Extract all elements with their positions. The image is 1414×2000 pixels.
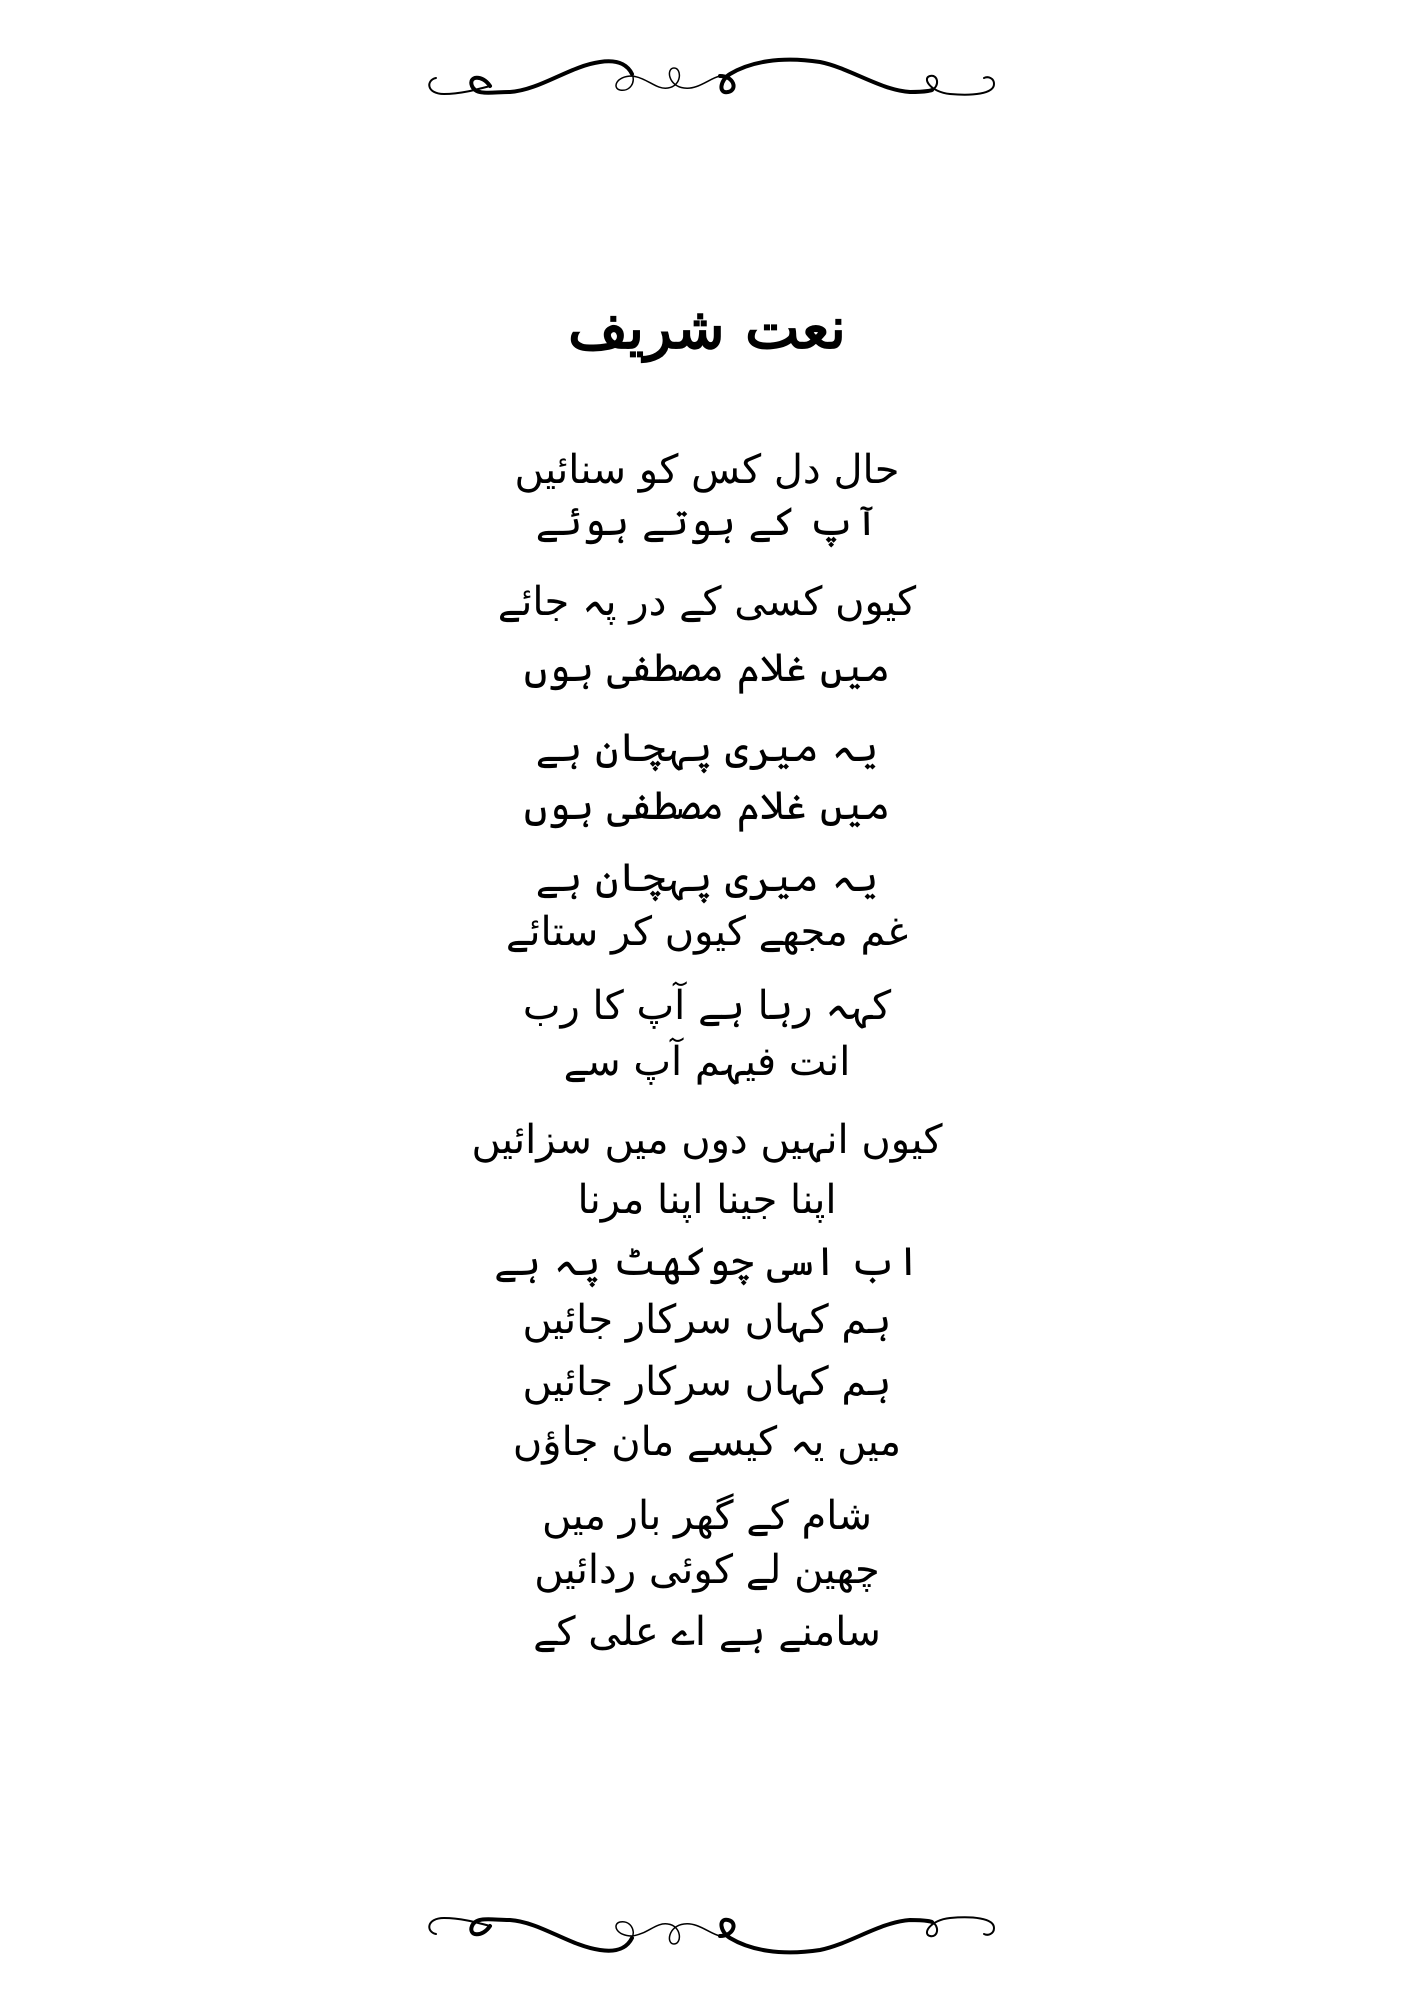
verse-line: میں غلام مصطفی ہوں	[523, 645, 891, 691]
verse-line: ہم کہاں سرکار جائیں	[522, 1359, 892, 1405]
verse-line: یہ میری پہچان ہے	[535, 855, 879, 901]
verse-line: شام کے گھر بار میں	[542, 1493, 872, 1539]
verse-line: سامنے ہے اے علی کے	[533, 1609, 881, 1655]
verse-line: میں غلام مصطفی ہوں	[523, 783, 891, 829]
verse-line: اپنا جینا اپنا مرنا	[577, 1177, 837, 1223]
flourish-divider-bottom-icon	[420, 1896, 1000, 1956]
flourish-divider-top-icon	[420, 56, 1000, 116]
verse-line: چھین لے کوئی ردائیں	[534, 1547, 880, 1593]
verse-line: آپ کے ہوتے ہوئے	[535, 499, 879, 545]
verse-line: میں یہ کیسے مان جاؤں	[512, 1419, 902, 1465]
verse-line: کیوں انہیں دوں میں سزائیں	[471, 1117, 943, 1163]
page-title: نعت شریف	[567, 294, 847, 362]
verse-line: یہ میری پہچان ہے	[535, 725, 879, 771]
verse-line: ہم کہاں سرکار جائیں	[522, 1297, 892, 1343]
verse-line: انت فیہم آپ سے	[563, 1039, 851, 1085]
verse-line: حال دل کس کو سنائیں	[514, 447, 900, 493]
verse-line: غم مجھے کیوں کر ستائے	[505, 909, 909, 955]
verse-line: کہہ رہا ہے آپ کا رب	[522, 983, 892, 1029]
verse-line: کیوں کسی کے در پہ جائے	[497, 579, 917, 625]
verse-line: اب اسی چوکھٹ پہ ہے	[494, 1239, 920, 1285]
